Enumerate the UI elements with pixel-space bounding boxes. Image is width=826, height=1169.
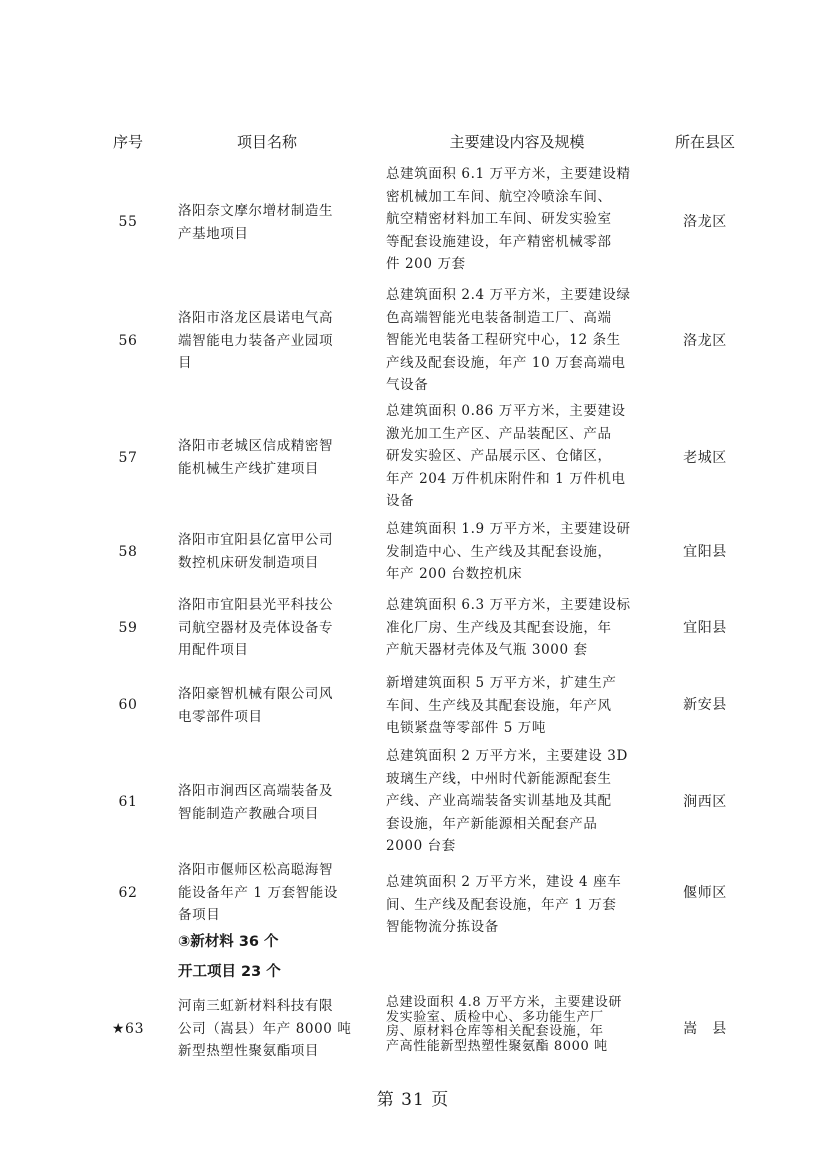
- row-county: 宜阳县: [683, 620, 727, 636]
- row-content: 总建筑面积 0.86 万平方米，主要建设 激光加工生产区、产品装配区、产品 研发实验区、产品展示区、仓储区， 年产 204 万件机床附件和 1 万件机电 设备: [386, 403, 626, 509]
- row-number: 56: [118, 333, 138, 349]
- row-county: 洛龙区: [683, 333, 727, 349]
- row-content: 总建筑面积 2 万平方米，主要建设 3D 玻璃生产线，中州时代新能源配套生 产线、产业高端装备实训基地及其配 套设施，年产新能源相关配套产品 2000 台套: [386, 748, 628, 854]
- page-number: 第 31 页: [376, 1090, 450, 1110]
- row-project-name: 洛阳市洛龙区晨诺电气高 端智能电力装备产业园项 目: [178, 310, 334, 371]
- header-county: 所在县区: [674, 133, 735, 151]
- row-content: 总建设面积 4.8 万平方米，主要建设研 发实验室、质检中心、多功能生产厂 房、原材料仓库等相关配套设施，年 产高性能新型热塑性聚氨酯 8000 吨: [386, 995, 622, 1054]
- row-content: 总建筑面积 1.9 万平方米，主要建设研 发制造中心、生产线及其配套设施， 年产 200 台数控机床: [386, 521, 631, 582]
- row-content: 总建筑面积 6.1 万平方米，主要建设精 密机械加工车间、航空冷喷涂车间、 航空精密材料加工车间、研发实验室 等配套设施建设，年产精密机械零部 件 200 万套: [386, 166, 631, 272]
- row-project-name: 河南三虹新材料科技有限 公司（嵩县）年产 8000 吨 新型热塑性聚氨酯项目: [178, 998, 352, 1059]
- row-county: 偃师区: [683, 885, 727, 901]
- section-heading: ③新材料 36 个: [178, 934, 279, 950]
- row-content: 总建筑面积 6.3 万平方米，主要建设标 准化厂房、生产线及其配套设施，年 产航天器材壳体及气瓶 3000 套: [386, 597, 631, 658]
- row-content: 总建筑面积 2.4 万平方米，主要建设绿 色高端智能光电装备制造工厂、高端 智能光电装备工程研究中心，12 条生 产线及配套设施，年产 10 万套高端电 气设备: [386, 287, 631, 393]
- row-number: 55: [118, 214, 138, 230]
- row-county: 老城区: [683, 450, 727, 466]
- section-subheading: 开工项目 23 个: [178, 964, 281, 980]
- row-number: 59: [118, 620, 138, 636]
- row-project-name: 洛阳市偃师区松高聪海智 能设备年产 1 万套智能设 备项目: [178, 862, 338, 923]
- row-number: 60: [118, 697, 138, 713]
- row-project-name: 洛阳市宜阳县光平科技公 司航空器材及壳体设备专 用配件项目: [178, 597, 334, 658]
- row-number: ★63: [111, 1021, 145, 1037]
- header-number: 序号: [112, 133, 143, 151]
- row-project-name: 洛阳市涧西区高端装备及 智能制造产教融合项目: [178, 783, 334, 822]
- row-county: 洛龙区: [683, 214, 727, 230]
- row-county: 涧西区: [683, 794, 727, 810]
- header-content: 主要建设内容及规模: [449, 133, 585, 151]
- row-number: 61: [118, 794, 138, 810]
- row-number: 58: [118, 544, 138, 560]
- row-content: 新增建筑面积 5 万平方米，扩建生产 车间、生产线及其配套设施，年产风 电锁紧盘等零部件 5 万吨: [386, 675, 617, 736]
- row-number: 57: [118, 450, 138, 466]
- row-project-name: 洛阳奈文摩尔增材制造生 产基地项目: [178, 203, 334, 242]
- row-number: 62: [118, 885, 138, 901]
- row-project-name: 洛阳市老城区信成精密智 能机械生产线扩建项目: [178, 438, 334, 477]
- row-county: 嵩 县: [683, 1021, 727, 1037]
- row-project-name: 洛阳豪智机械有限公司风 电零部件项目: [178, 686, 334, 725]
- row-content: 总建筑面积 2 万平方米，建设 4 座车 间、生产线及配套设施，年产 1 万套 智能物流分拣设备: [386, 874, 622, 935]
- header-project-name: 项目名称: [236, 133, 297, 151]
- row-county: 宜阳县: [683, 544, 727, 560]
- row-project-name: 洛阳市宜阳县亿富甲公司 数控机床研发制造项目: [178, 532, 334, 571]
- row-county: 新安县: [683, 697, 727, 713]
